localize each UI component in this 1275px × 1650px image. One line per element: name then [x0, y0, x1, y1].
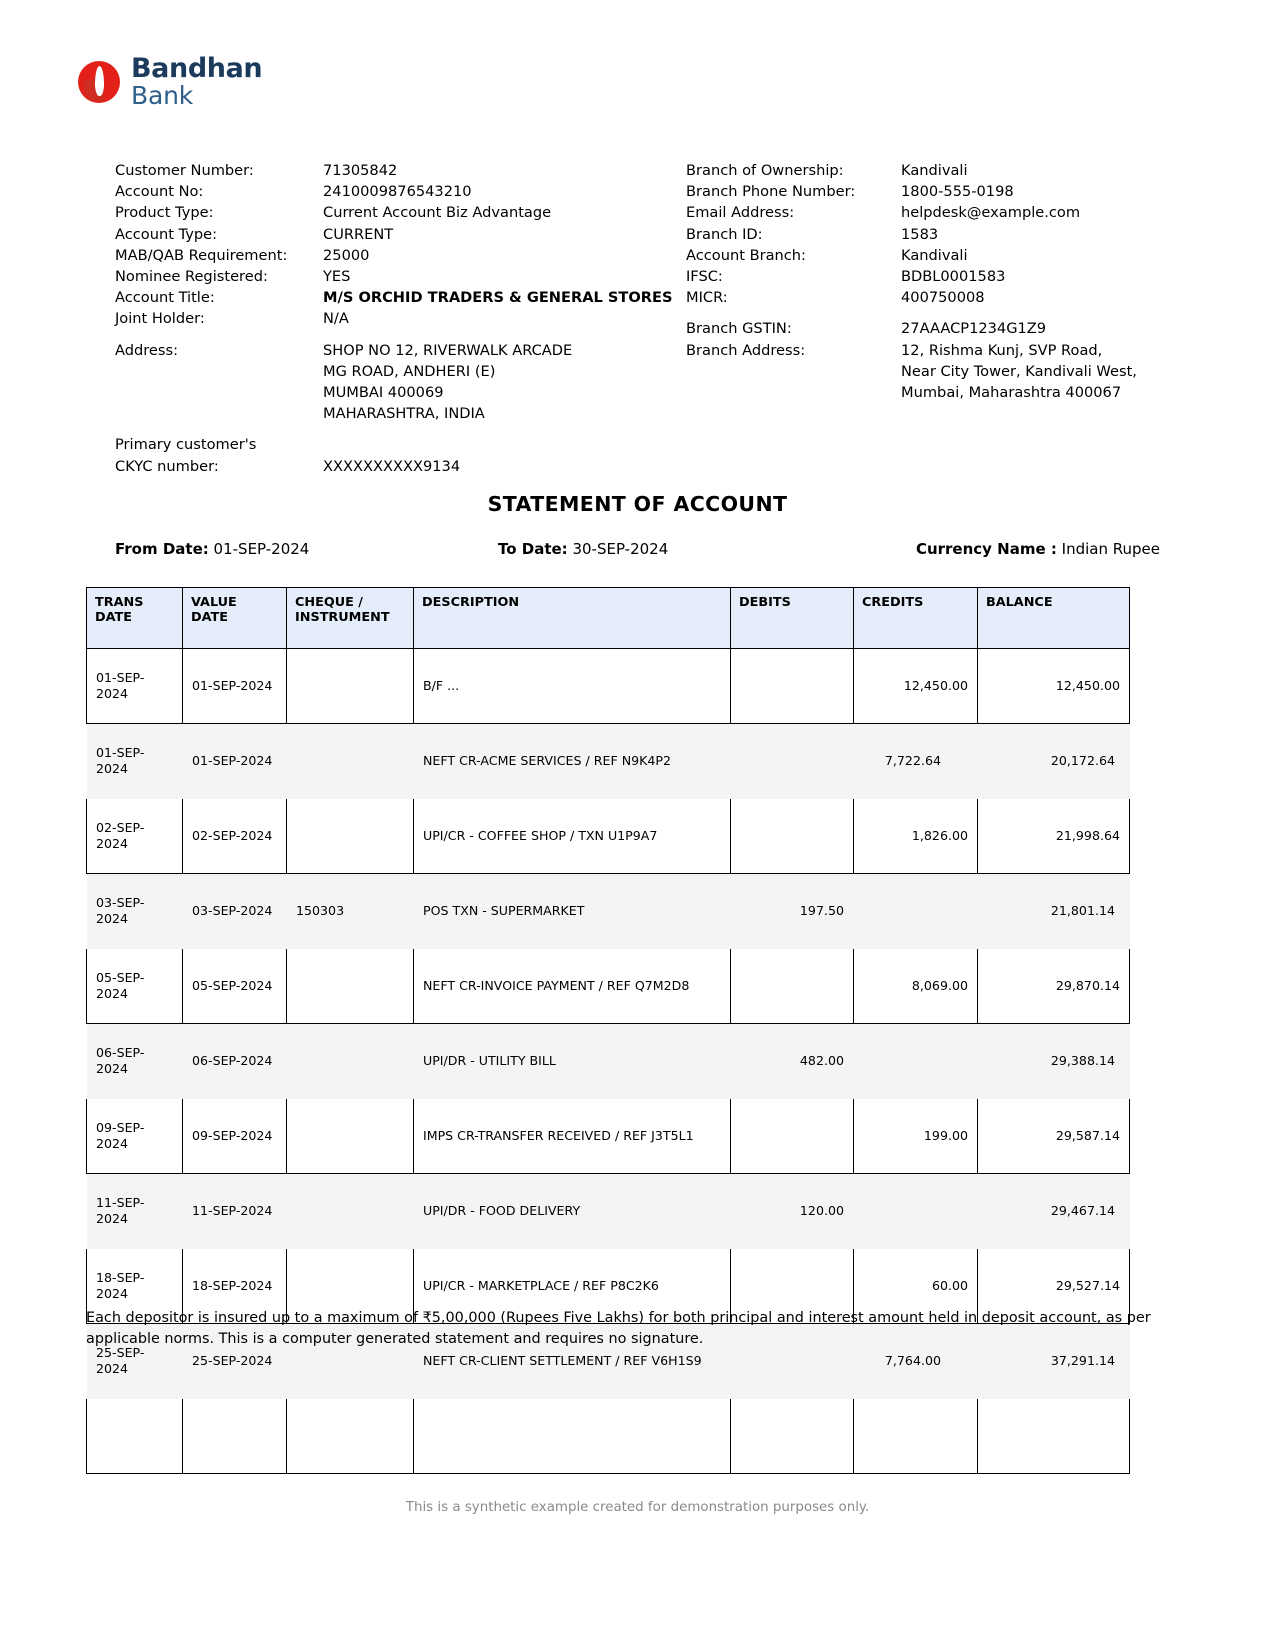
cell-trans-date: 06-SEP-2024: [87, 1024, 183, 1099]
table-row-empty: [87, 1399, 1130, 1474]
cell-credit: 7,722.64: [854, 724, 978, 799]
table-row: [87, 649, 1130, 724]
cell-trans-date: 01-SEP-2024: [87, 649, 183, 724]
info-value: 25000: [323, 246, 370, 264]
info-value: Current Account Biz Advantage: [323, 204, 552, 222]
info-row: [115, 202, 695, 223]
cell-trans-date: 11-SEP-2024: [87, 1174, 183, 1249]
header-line: DEBITS: [739, 595, 791, 610]
address-line: MG ROAD, ANDHERI (E): [323, 362, 496, 380]
ckyc-value: XXXXXXXXXX9134: [323, 457, 461, 475]
info-row: [115, 160, 695, 181]
info-label: Email Address:: [686, 204, 795, 222]
column-header-debits: [731, 588, 854, 649]
info-label: Account Type:: [115, 225, 217, 243]
info-row: [686, 224, 1206, 245]
cell-description: NEFT CR-ACME SERVICES / REF N9K4P2: [414, 724, 731, 799]
cell-cheque: [287, 1174, 414, 1249]
info-row: [686, 160, 1206, 181]
ckyc-label-line2: CKYC number:: [115, 457, 219, 475]
cell-description: POS TXN - SUPERMARKET: [414, 874, 731, 949]
synthetic-notice: This is a synthetic example created for demonstration purposes only.: [405, 1500, 870, 1515]
ckyc-block: [115, 434, 695, 476]
info-label: IFSC:: [686, 268, 723, 286]
cell-balance: 29,467.14: [978, 1174, 1130, 1249]
info-label: MICR:: [686, 289, 728, 307]
cell-description: NEFT CR-INVOICE PAYMENT / REF Q7M2D8: [414, 949, 731, 1024]
cell-description: UPI/DR - FOOD DELIVERY: [414, 1174, 731, 1249]
info-label: MAB/QAB Requirement:: [115, 246, 288, 264]
info-row: [115, 224, 695, 245]
table-row: [87, 1174, 1130, 1249]
to-date-value: 30-SEP-2024: [572, 540, 669, 558]
cell-debit: [731, 799, 854, 874]
cell-debit: 482.00: [731, 1024, 854, 1099]
address-line: MUMBAI 400069: [323, 384, 444, 402]
info-label: Account Branch:: [686, 246, 806, 264]
address-line: MAHARASHTRA, INDIA: [323, 405, 485, 423]
column-header-credits: [854, 588, 978, 649]
column-header-value-date: [183, 588, 287, 649]
account-title-value: M/S ORCHID TRADERS & GENERAL STORES: [323, 289, 673, 307]
info-value: 400750008: [901, 289, 985, 307]
info-label: Account No:: [115, 183, 204, 201]
cell-debit: [731, 1099, 854, 1174]
cell-trans-date: 01-SEP-2024: [87, 724, 183, 799]
column-header-description: [414, 588, 731, 649]
cell-balance: 29,388.14: [978, 1024, 1130, 1099]
cell-empty: [183, 1399, 287, 1474]
bank-name-line1: Bandhan: [131, 53, 263, 84]
ckyc-row: [115, 456, 695, 477]
cell-description: NEFT CR-CLIENT SETTLEMENT / REF V6H1S9: [414, 1324, 731, 1399]
column-header-cheque: [287, 588, 414, 649]
statement-period: [115, 540, 1160, 562]
cell-value-date: 01-SEP-2024: [183, 649, 287, 724]
bank-name: [131, 55, 262, 108]
table-row: [87, 799, 1130, 874]
cell-balance: 12,450.00: [978, 649, 1130, 724]
info-row: [686, 287, 1206, 308]
branch-address: [686, 340, 1206, 404]
cell-value-date: 09-SEP-2024: [183, 1099, 287, 1174]
page-title: STATEMENT OF ACCOUNT: [487, 492, 788, 516]
cell-cheque: [287, 724, 414, 799]
cell-trans-date: 18-SEP-2024: [87, 1249, 183, 1324]
table-row: [87, 1024, 1130, 1099]
cell-credit: 12,450.00: [854, 649, 978, 724]
cell-balance: 29,870.14: [978, 949, 1130, 1024]
info-value: YES: [323, 268, 351, 286]
cell-trans-date: 05-SEP-2024: [87, 949, 183, 1024]
info-value: BDBL0001583: [901, 268, 1006, 286]
account-info-right-column: [686, 160, 1206, 403]
cell-description: IMPS CR-TRANSFER RECEIVED / REF J3T5L1: [414, 1099, 731, 1174]
info-value: 2410009876543210: [323, 183, 472, 201]
customer-address: [115, 340, 695, 425]
cell-value-date: 06-SEP-2024: [183, 1024, 287, 1099]
cell-description: B/F ...: [414, 649, 731, 724]
cell-value-date: 05-SEP-2024: [183, 949, 287, 1024]
table-row: [87, 949, 1130, 1024]
to-date-label: To Date:: [498, 540, 568, 558]
gstin-label: Branch GSTIN:: [686, 320, 792, 338]
cell-credit: 199.00: [854, 1099, 978, 1174]
cell-cheque: [287, 1099, 414, 1174]
info-value: 71305842: [323, 162, 398, 179]
cell-debit: 197.50: [731, 874, 854, 949]
branch-address-label: Branch Address:: [686, 341, 806, 359]
branch-address-line: 12, Rishma Kunj, SVP Road,: [901, 341, 1103, 359]
gstin-value: 27AAACP1234G1Z9: [901, 320, 1047, 338]
table-row: [87, 724, 1130, 799]
cell-balance: 20,172.64: [978, 724, 1130, 799]
header-line: CREDITS: [862, 595, 924, 610]
currency: [916, 540, 1160, 558]
cell-credit: [854, 1024, 978, 1099]
cell-balance: 29,587.14: [978, 1099, 1130, 1174]
cell-trans-date: 25-SEP-2024: [87, 1324, 183, 1399]
cell-cheque: [287, 799, 414, 874]
insurance-disclaimer: Each depositor is insured up to a maximum of ₹5,00,000 (Rupees Five Lakhs) for both principal and interest amount held in deposit account, as per applicable norms. This is a computer generated statement and requires no signature.: [86, 1310, 1151, 1347]
info-row: [686, 181, 1206, 202]
cell-empty: [414, 1399, 731, 1474]
branch-address-line: Mumbai, Maharashtra 400067: [901, 384, 1122, 402]
cell-empty: [854, 1399, 978, 1474]
info-row: [686, 202, 1206, 223]
column-header-balance: [978, 588, 1130, 649]
cell-debit: [731, 649, 854, 724]
cell-credit: [854, 1174, 978, 1249]
cell-value-date: 11-SEP-2024: [183, 1174, 287, 1249]
bank-name-line2: Bank: [131, 80, 193, 110]
cell-description: UPI/DR - UTILITY BILL: [414, 1024, 731, 1099]
cell-cheque: [287, 649, 414, 724]
info-label: Joint Holder:: [115, 310, 205, 328]
info-row: [115, 245, 695, 266]
info-value: Kandivali: [901, 162, 968, 179]
cell-trans-date: 09-SEP-2024: [87, 1099, 183, 1174]
cell-credit: 1,826.00: [854, 799, 978, 874]
info-label: Branch Phone Number:: [686, 183, 856, 201]
header-line: BALANCE: [986, 595, 1053, 610]
info-row: [115, 266, 695, 287]
info-label: Customer Number:: [115, 162, 254, 179]
info-value: 1583: [901, 225, 939, 243]
info-label: Nominee Registered:: [115, 268, 268, 286]
info-row: [115, 308, 695, 329]
cell-description: UPI/CR - MARKETPLACE / REF P8C2K6: [414, 1249, 731, 1324]
cell-cheque: [287, 949, 414, 1024]
account-info-left-column: [115, 160, 695, 477]
currency-label: Currency Name :: [915, 540, 1057, 558]
cell-credit: 7,764.00: [854, 1324, 978, 1399]
header-line: DESCRIPTION: [422, 595, 520, 610]
cell-debit: 120.00: [731, 1174, 854, 1249]
cell-trans-date: 02-SEP-2024: [87, 799, 183, 874]
info-value: Kandivali: [901, 246, 968, 264]
info-label: Branch ID:: [686, 225, 763, 243]
table-row: [87, 1099, 1130, 1174]
cell-value-date: 25-SEP-2024: [183, 1324, 287, 1399]
cell-credit: [854, 874, 978, 949]
table-row: [87, 874, 1130, 949]
info-value: helpdesk@example.com: [901, 204, 1081, 222]
info-row: [686, 266, 1206, 287]
from-date-value: 01-SEP-2024: [213, 540, 310, 558]
info-value: CURRENT: [323, 225, 394, 243]
cell-trans-date: 03-SEP-2024: [87, 874, 183, 949]
cell-value-date: 18-SEP-2024: [183, 1249, 287, 1324]
info-row-account-title: [115, 287, 695, 308]
ckyc-label-line1: Primary customer's: [115, 436, 257, 454]
header-line: INSTRUMENT: [295, 610, 390, 625]
bandhan-flame-icon: [78, 61, 120, 103]
info-value: 1800-555-0198: [901, 183, 1014, 201]
cell-balance: 37,291.14: [978, 1324, 1130, 1399]
header-line: DATE: [95, 610, 133, 625]
info-label: Account Title:: [115, 289, 215, 307]
branch-address-value: [901, 340, 1137, 404]
cell-credit: 8,069.00: [854, 949, 978, 1024]
cell-value-date: 02-SEP-2024: [183, 799, 287, 874]
header-line: TRANS: [95, 595, 144, 610]
cell-empty: [87, 1399, 183, 1474]
from-date: [115, 540, 309, 558]
cell-debit: [731, 724, 854, 799]
cell-credit: 60.00: [854, 1249, 978, 1324]
info-row: [115, 181, 695, 202]
cell-balance: 21,801.14: [978, 874, 1130, 949]
bank-logo: [78, 55, 262, 108]
address-label: Address:: [115, 341, 179, 359]
info-label: Branch of Ownership:: [686, 162, 844, 179]
header-line: DATE: [191, 610, 229, 625]
cell-empty: [287, 1399, 414, 1474]
info-row-gstin: [686, 318, 1206, 339]
header-line: CHEQUE /: [295, 595, 363, 610]
header-line: VALUE: [191, 595, 237, 610]
cell-empty: [978, 1399, 1130, 1474]
info-row: [686, 245, 1206, 266]
info-label: Product Type:: [115, 204, 214, 222]
cell-cheque: [287, 1024, 414, 1099]
cell-value-date: 03-SEP-2024: [183, 874, 287, 949]
cell-balance: 21,998.64: [978, 799, 1130, 874]
address-value: [323, 340, 572, 425]
table-header-row: [87, 588, 1130, 649]
cell-description: UPI/CR - COFFEE SHOP / TXN U1P9A7: [414, 799, 731, 874]
currency-value: Indian Rupee: [1061, 540, 1160, 558]
address-line: SHOP NO 12, RIVERWALK ARCADE: [323, 341, 573, 359]
to-date: [498, 540, 668, 558]
cell-empty: [731, 1399, 854, 1474]
branch-address-line: Near City Tower, Kandivali West,: [901, 362, 1137, 380]
cell-value-date: 01-SEP-2024: [183, 724, 287, 799]
from-date-label: From Date:: [115, 540, 209, 558]
column-header-trans-date: [87, 588, 183, 649]
cell-debit: [731, 949, 854, 1024]
cell-balance: 29,527.14: [978, 1249, 1130, 1324]
cell-cheque: 150303: [287, 874, 414, 949]
info-value: N/A: [323, 310, 349, 328]
